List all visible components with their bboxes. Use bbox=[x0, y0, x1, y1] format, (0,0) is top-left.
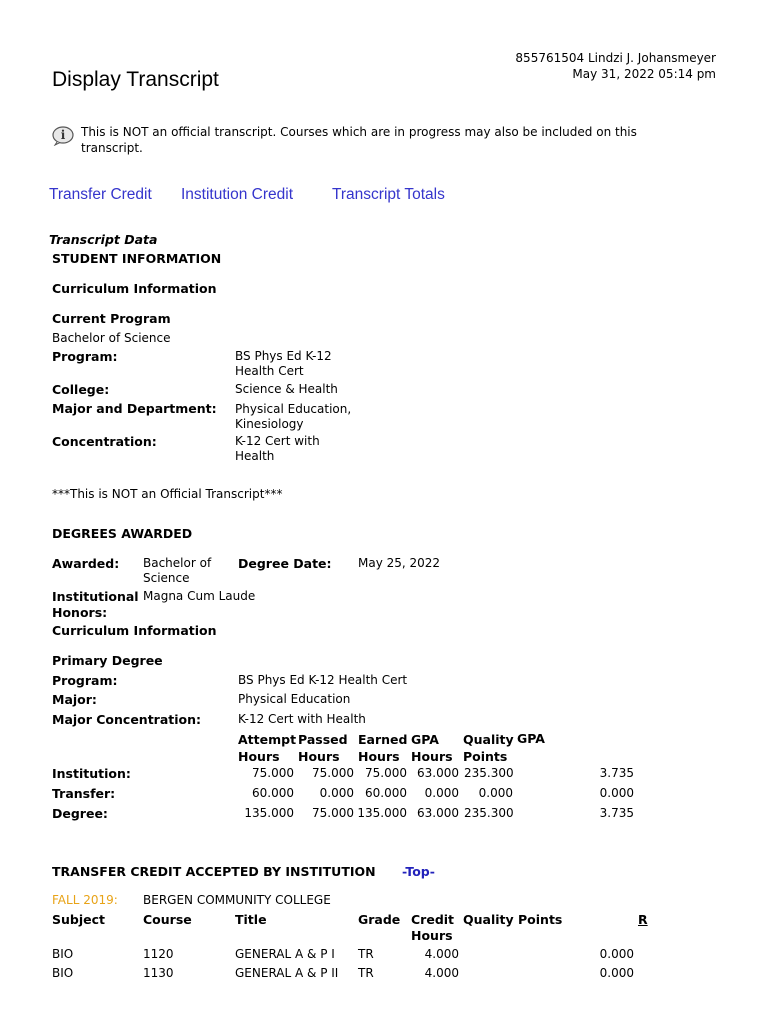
totals-cell: 63.000 bbox=[417, 806, 459, 820]
totals-header-passed: Passed Hours bbox=[298, 732, 348, 764]
row-quality-points: 0.000 bbox=[599, 947, 634, 961]
totals-cell: 0.000 bbox=[599, 786, 634, 800]
row-quality-points: 0.000 bbox=[599, 966, 634, 980]
totals-cell: 0.000 bbox=[478, 786, 513, 800]
transfer-credit-heading: TRANSFER CREDIT ACCEPTED BY INSTITUTION bbox=[52, 864, 376, 879]
page-title: Display Transcript bbox=[52, 68, 219, 91]
not-official-note: ***This is NOT an Official Transcript*** bbox=[52, 487, 283, 501]
totals-header-quality-points: Quality Points bbox=[463, 732, 514, 764]
totals-row-label: Degree: bbox=[52, 806, 108, 821]
row-grade: TR bbox=[358, 966, 374, 980]
major-concentration-value: K-12 Cert with Health bbox=[238, 712, 366, 726]
col-quality-points: Quality Points bbox=[463, 912, 563, 927]
totals-cell: 60.000 bbox=[365, 786, 407, 800]
transfer-credit-link[interactable]: Transfer Credit bbox=[49, 186, 152, 203]
degrees-awarded-heading: DEGREES AWARDED bbox=[52, 526, 193, 541]
transcript-totals-link[interactable]: Transcript Totals bbox=[332, 186, 445, 203]
student-info-heading: STUDENT INFORMATION bbox=[52, 251, 222, 266]
degree-program-value: BS Phys Ed K-12 Health Cert bbox=[238, 673, 408, 687]
awarded-value: Bachelor of Science bbox=[143, 556, 212, 585]
totals-cell: 63.000 bbox=[417, 766, 459, 780]
degree-curriculum-heading: Curriculum Information bbox=[52, 623, 217, 638]
row-subject: BIO bbox=[52, 966, 74, 980]
totals-cell: 75.000 bbox=[252, 766, 294, 780]
degree-program-label: Program: bbox=[52, 673, 118, 688]
totals-row-label: Institution: bbox=[52, 766, 131, 781]
totals-row-label: Transfer: bbox=[52, 786, 116, 801]
transcript-data-caption: Transcript Data bbox=[49, 232, 158, 247]
col-course: Course bbox=[143, 912, 192, 927]
totals-cell: 75.000 bbox=[312, 766, 354, 780]
notice-text: This is NOT an official transcript. Courses which are in progress may also be included on this transcript. bbox=[81, 125, 637, 155]
transfer-institution: BERGEN COMMUNITY COLLEGE bbox=[143, 893, 331, 907]
timestamp: May 31, 2022 05:14 pm bbox=[572, 67, 716, 81]
program-value: BS Phys Ed K-12 Health Cert bbox=[235, 349, 332, 378]
degree-date-value: May 25, 2022 bbox=[358, 556, 441, 570]
awarded-label: Awarded: bbox=[52, 556, 120, 571]
totals-header-gpa: GPA bbox=[517, 731, 545, 746]
totals-cell: 75.000 bbox=[365, 766, 407, 780]
totals-cell: 3.735 bbox=[599, 806, 634, 820]
totals-header-gpa-hours: GPA Hours bbox=[411, 732, 453, 764]
col-credit-hours: Credit Hours bbox=[411, 912, 455, 943]
curriculum-info-heading: Curriculum Information bbox=[52, 281, 217, 296]
program-label: Program: bbox=[52, 349, 118, 364]
col-title: Title bbox=[235, 912, 267, 927]
totals-cell: 0.000 bbox=[424, 786, 459, 800]
totals-cell: 135.000 bbox=[244, 806, 294, 820]
totals-header-attempt: Attempt Hours bbox=[238, 732, 297, 764]
totals-cell: 135.000 bbox=[357, 806, 407, 820]
totals-header-earned: Earned Hours bbox=[358, 732, 408, 764]
row-credit-hours: 4.000 bbox=[424, 947, 459, 961]
row-course: 1120 bbox=[143, 947, 174, 961]
totals-cell: 235.300 bbox=[464, 766, 514, 780]
row-title: GENERAL A & P II bbox=[235, 966, 339, 980]
totals-cell: 75.000 bbox=[312, 806, 354, 820]
degree-major-value: Physical Education bbox=[238, 692, 351, 706]
row-subject: BIO bbox=[52, 947, 74, 961]
svg-text:i: i bbox=[60, 128, 66, 142]
major-department-value: Physical Education, Kinesiology bbox=[235, 402, 352, 431]
major-concentration-label: Major Concentration: bbox=[52, 712, 202, 727]
row-course: 1130 bbox=[143, 966, 174, 980]
honors-value: Magna Cum Laude bbox=[143, 589, 256, 603]
college-label: College: bbox=[52, 382, 110, 397]
current-program-value: Bachelor of Science bbox=[52, 331, 171, 345]
honors-label: Institutional Honors: bbox=[52, 589, 139, 620]
user-id-name: 855761504 Lindzi J. Johansmeyer bbox=[515, 51, 716, 65]
current-program-heading: Current Program bbox=[52, 311, 171, 326]
info-icon bbox=[52, 124, 74, 146]
term-label: FALL 2019: bbox=[52, 893, 118, 907]
degree-major-label: Major: bbox=[52, 692, 97, 707]
primary-degree-heading: Primary Degree bbox=[52, 653, 163, 668]
row-title: GENERAL A & P I bbox=[235, 947, 335, 961]
col-subject: Subject bbox=[52, 912, 105, 927]
totals-cell: 3.735 bbox=[599, 766, 634, 780]
col-grade: Grade bbox=[358, 912, 401, 927]
institution-credit-link[interactable]: Institution Credit bbox=[181, 186, 293, 203]
col-r: R bbox=[638, 912, 648, 927]
row-grade: TR bbox=[358, 947, 374, 961]
top-link[interactable]: -Top- bbox=[402, 864, 435, 879]
totals-cell: 0.000 bbox=[319, 786, 354, 800]
major-department-label: Major and Department: bbox=[52, 401, 217, 416]
degree-date-label: Degree Date: bbox=[238, 556, 332, 571]
totals-cell: 235.300 bbox=[464, 806, 514, 820]
college-value: Science & Health bbox=[235, 382, 338, 396]
concentration-label: Concentration: bbox=[52, 434, 157, 449]
row-credit-hours: 4.000 bbox=[424, 966, 459, 980]
totals-cell: 60.000 bbox=[252, 786, 294, 800]
concentration-value: K-12 Cert with Health bbox=[235, 434, 320, 463]
